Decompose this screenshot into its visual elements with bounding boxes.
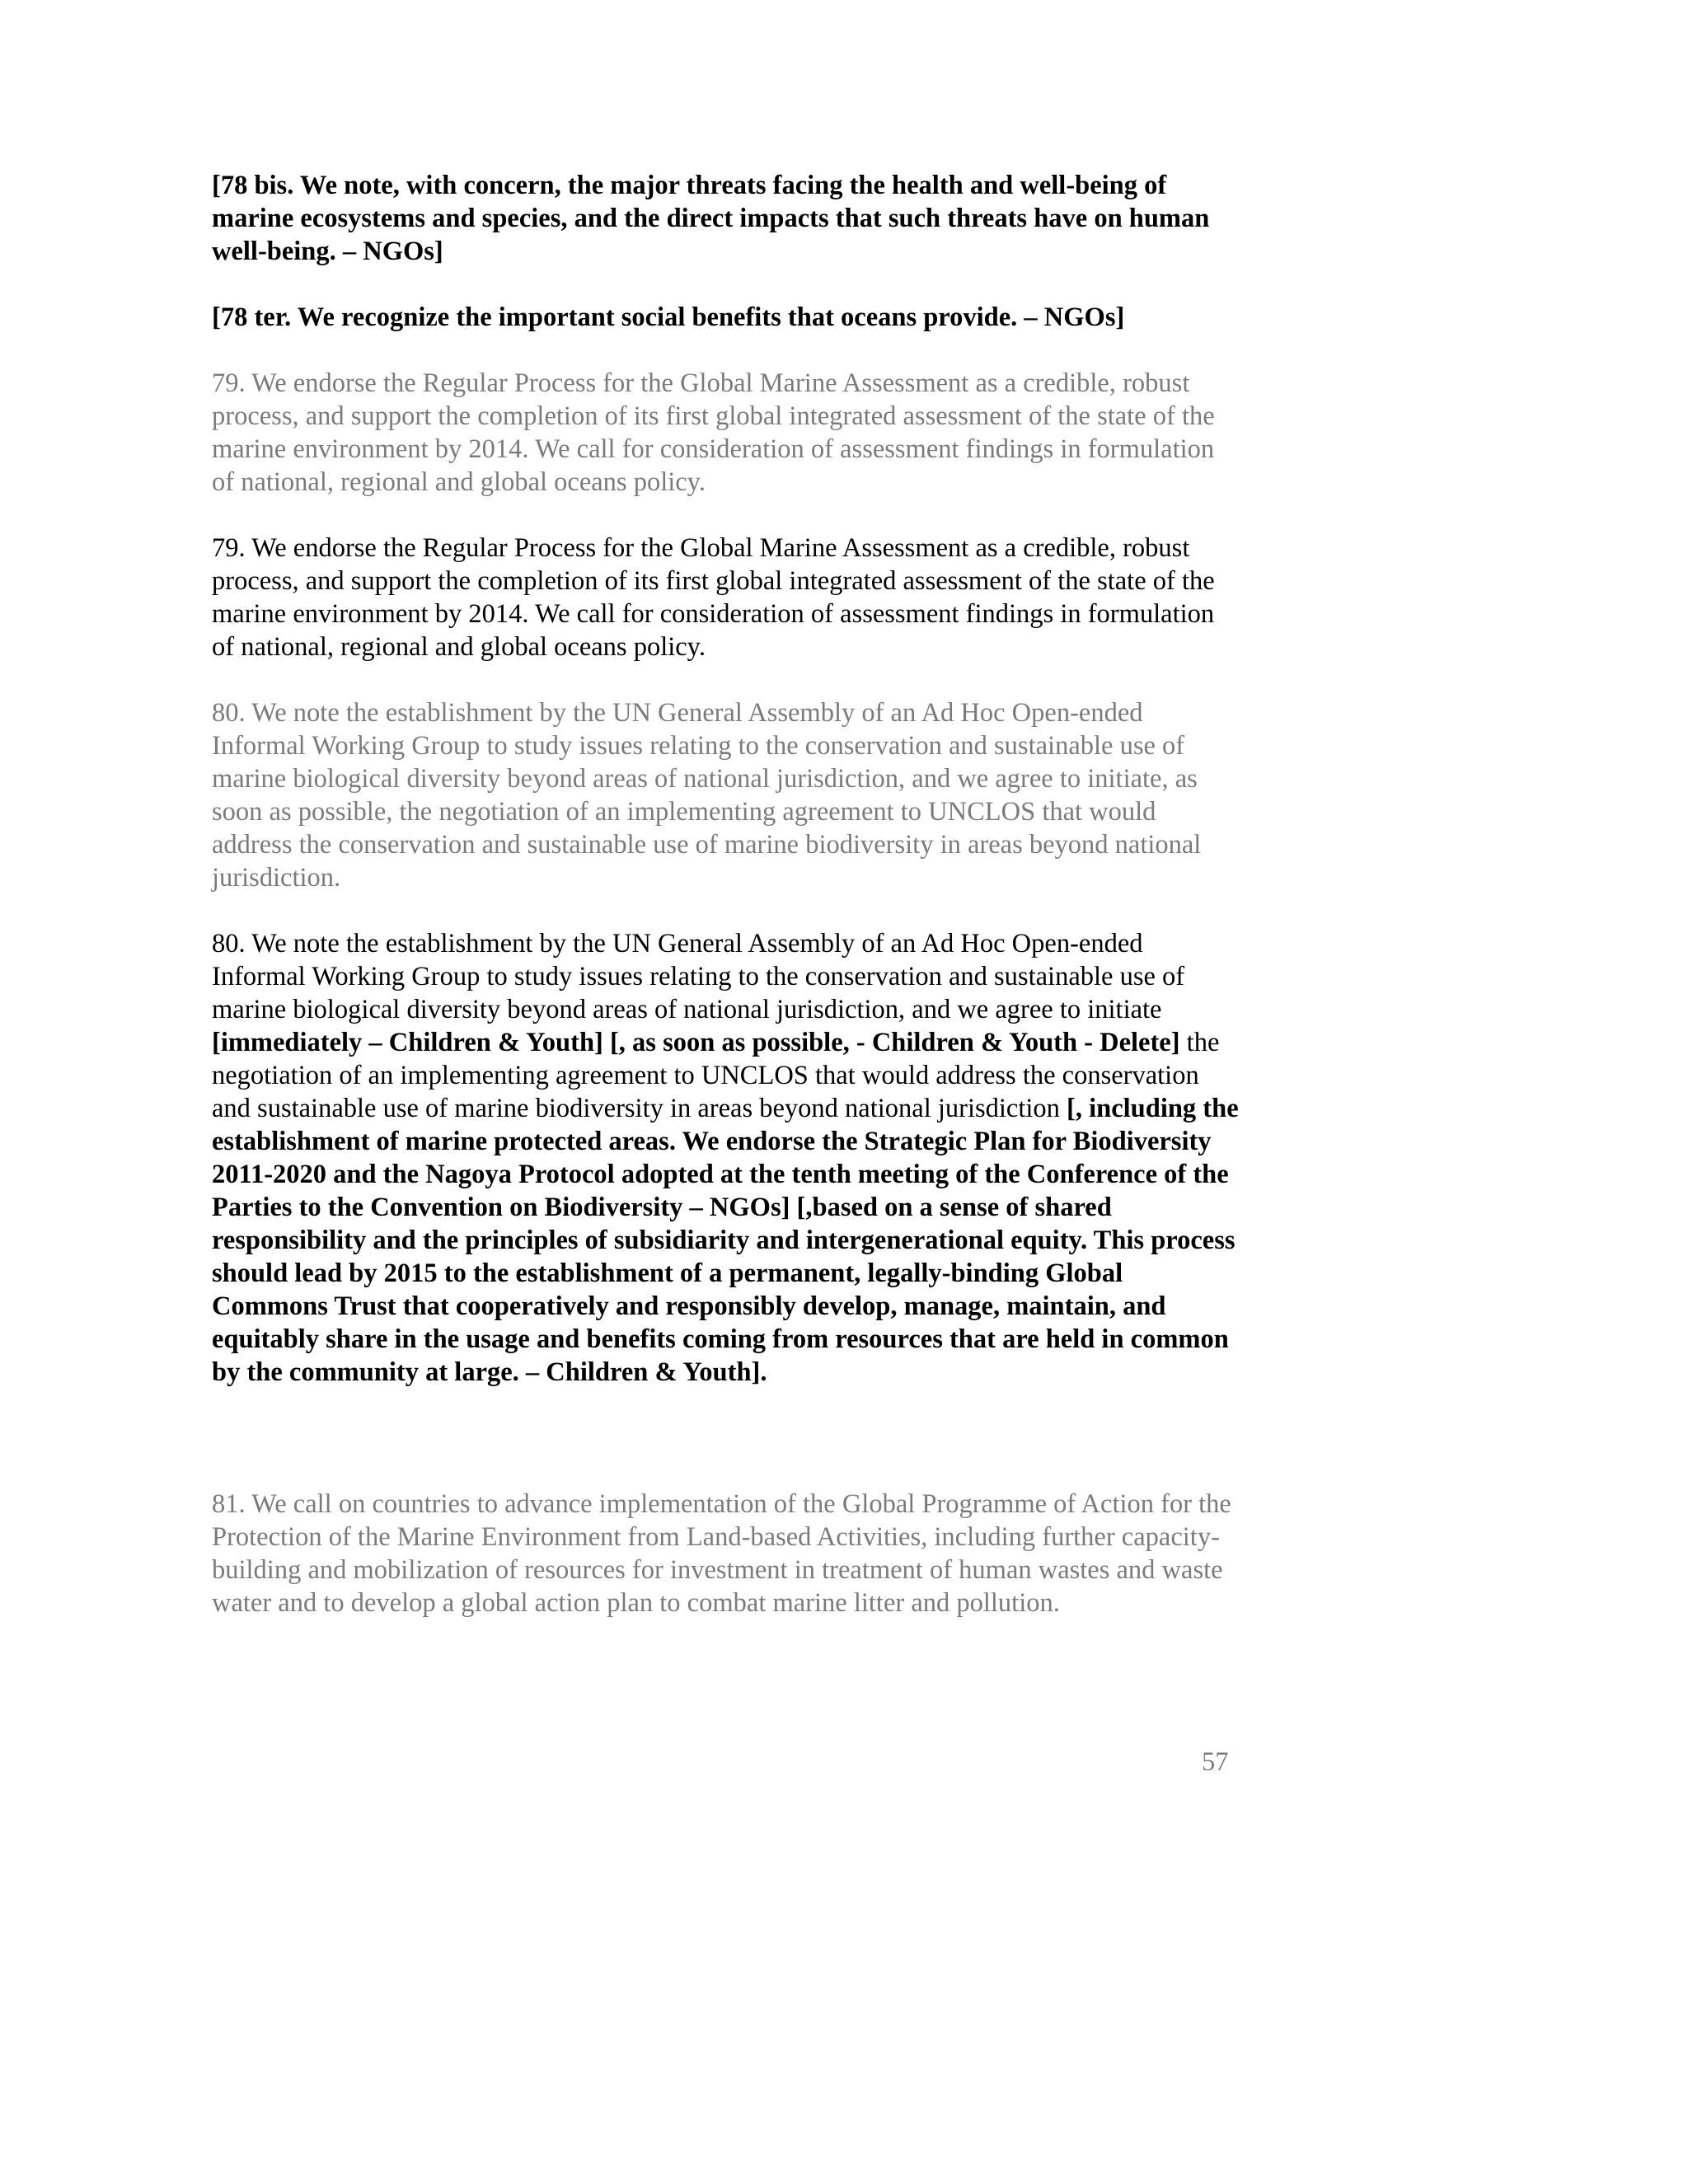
paragraph-80-original: 80. We note the establishment by the UN General Assembly of an Ad Hoc Open-ended Informal Working Group to study issues relating to the conservation and sustainable use of marine biological diversity beyond areas of national jurisdiction, and we agree to initiate, as soon as possible, the negotiation of an implementing agreement to UNCLOS that would address the conservation and sustainable use of marine biodiversity in areas beyond national jurisdiction. xyxy=(212,698,1202,893)
paragraph-80-revised-text-2: the negotiation of an implementing agreement to UNCLOS that would address the conservation and sustainable use of marine biodiversity in areas beyond national jurisdiction xyxy=(212,1028,1220,1123)
paragraph-80-revised-insertion-1: [immediately – Children & Youth] [, as soon as possible, - Children & Youth - Delete] xyxy=(212,1028,1180,1057)
paragraph-80-revised xyxy=(212,927,1242,1389)
paragraph-79-original: 79. We endorse the Regular Process for the Global Marine Assessment as a credible, robust process, and support the completion of its first global integrated assessment of the state of the marine environment by 2014. We call for consideration of assessment findings in formulation of national, regional and global oceans policy. xyxy=(212,368,1215,497)
paragraph-78-ter: [78 ter. We recognize the important social benefits that oceans provide. – NGOs] xyxy=(212,302,1125,332)
paragraph-80-revised-text-1: 80. We note the establishment by the UN General Assembly of an Ad Hoc Open-ended Informal Working Group to study issues relating to the conservation and sustainable use of marine biological diversity beyond areas of national jurisdiction, and we agree to initiate xyxy=(212,929,1185,1024)
paragraph-80-revised-insertion-2: [, including the establishment of marine protected areas. We endorse the Strategic Plan for Biodiversity 2011-2020 and the Nagoya Protocol adopted at the tenth meeting of the Conference of the Parties to the Convention on Biodiversity – NGOs] [,based on a sense of shared responsibility and the principles of subsidiarity and intergenerational equity. This process should lead by 2015 to the establishment of a permanent, legally-binding Global Commons Trust that cooperatively and responsibly develop, manage, maintain, and equitably share in the usage and benefits coming from resources that are held in common by the community at large. – Children & Youth]. xyxy=(212,1094,1239,1387)
paragraph-79-revised: 79. We endorse the Regular Process for the Global Marine Assessment as a credible, robust process, and support the completion of its first global integrated assessment of the state of the marine environment by 2014. We call for consideration of assessment findings in formulation of national, regional and global oceans policy. xyxy=(212,533,1215,662)
page-number: 57 xyxy=(1202,1747,1229,1777)
paragraph-78-bis: [78 bis. We note, with concern, the major threats facing the health and well-being of marine ecosystems and species, and the direct impacts that such threats have on human well-being. – NGOs] xyxy=(212,171,1210,266)
paragraph-81-original: 81. We call on countries to advance implementation of the Global Programme of Action for the Protection of the Marine Environment from Land-based Activities, including further capacity-building and mobilization of resources for investment in treatment of human wastes and waste water and to develop a global action plan to combat marine litter and pollution. xyxy=(212,1489,1231,1618)
